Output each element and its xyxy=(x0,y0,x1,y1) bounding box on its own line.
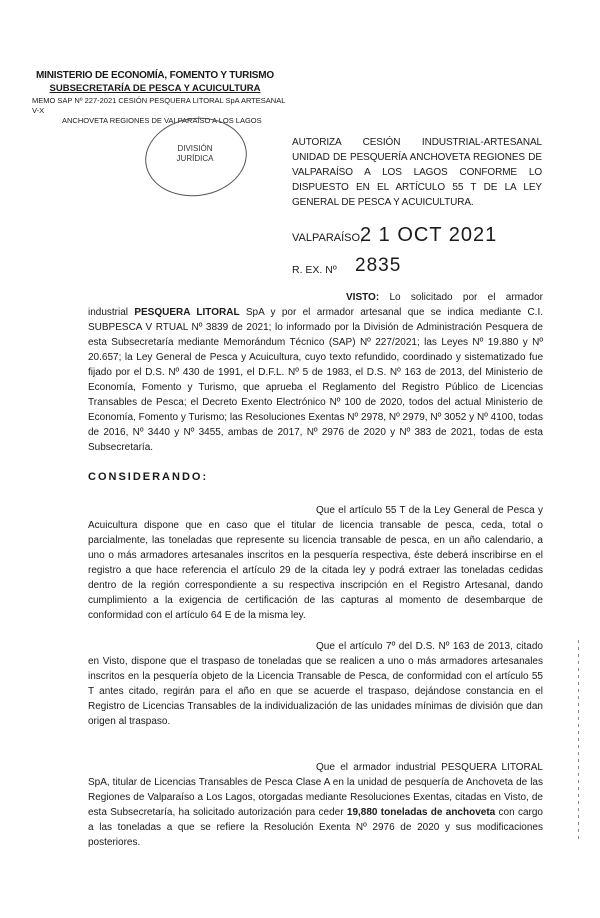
memo-line-1: MEMO SAP Nº 227-2021 CESIÓN PESQUERA LITORAL SpA ARTESANAL V-X xyxy=(32,96,286,115)
stamp-line-1: DIVISIÓN xyxy=(177,144,213,153)
considerando-paragraph-3 xyxy=(88,760,543,850)
ministry-name: MINISTERIO DE ECONOMÍA, FOMENTO Y TURISMO xyxy=(36,70,274,81)
visto-paragraph xyxy=(88,290,543,455)
visto-label: VISTO: xyxy=(346,292,380,303)
resolution-number: 2835 xyxy=(355,255,402,276)
stamp-text xyxy=(150,144,240,164)
stamp-line-2: JURÍDICA xyxy=(176,154,214,163)
resolution-label: R. EX. Nº xyxy=(292,264,337,276)
p3-text-b: con cargo a las toneladas a que se refiere la Resolución Exenta Nº 2976 de 2020 y sus modificaciones posteriores. xyxy=(88,807,543,848)
date-stamp: 2 1 OCT 2021 xyxy=(360,224,498,246)
resolution-title: AUTORIZA CESIÓN INDUSTRIAL-ARTESANAL UNIDAD DE PESQUERÍA ANCHOVETA REGIONES DE VALPARAÍSO A LOS LAGOS CONFORME LO DISPUESTO EN EL ARTÍCULO 55 T DE LA LEY GENERAL DE PESCA Y ACUICULTURA. xyxy=(292,137,542,208)
considerando-heading: CONSIDERANDO: xyxy=(88,471,209,483)
visto-text-b: SpA y por el armador artesanal que se indica mediante C.I. SUBPESCA V RTUAL Nº 3839 de 2021; lo informado por la División de Administración Pesquera de esta Subsecretaría mediante Memorándum Técnico (SAP) Nº 227/2021; las Leyes Nº 19.880 y Nº 20.657; la Ley General de Pesca y Acuicultura, cuyo texto refundido, coordinado y sistematizado fue fijado por el D.S. Nº 430 de 1991, el D.F.L. Nº 5 de 1983, el D.S. Nº 163 de 2013, del Ministerio de Economía, Fomento y Turismo, que aprueba el Reglamento del Registro Público de Licencias Transables de Pesca; el Decreto Exento Electrónico Nº 100 de 2020, todos del actual Ministerio de Economía, Fomento y Turismo; las Resoluciones Exentas Nº 2978, Nº 2979, Nº 3052 y Nº 4100, todas de 2016, Nº 3440 y Nº 3455, ambas de 2017, Nº 2976 de 2020 y Nº 383 de 2021, todas de esta Subsecretaría. xyxy=(88,307,543,453)
p3-text-a: Que el armador industrial PESQUERA LITORAL SpA, titular de Licencias Transables de Pesca Clase A en la unidad de pesquería de Anchoveta de las Regiones de Valparaíso a Los Lagos, otorgadas mediante Resoluciones Exentas, citadas en Visto, de esta Subsecretaría, ha solicitado autorización para ceder xyxy=(88,762,543,818)
considerando-paragraph-1 xyxy=(88,503,543,623)
margin-mark xyxy=(578,640,579,840)
memo-line-2: ANCHOVETA REGIONES DE VALPARAÍSO A LOS LAGOS xyxy=(62,116,262,125)
considerando-paragraph-2 xyxy=(88,639,543,729)
place: VALPARAÍSO, xyxy=(292,232,364,244)
visto-text-a: Lo solicitado por el armador industrial xyxy=(88,292,543,318)
visto-company: PESQUERA LITORAL xyxy=(134,307,240,318)
memo-reference xyxy=(32,96,292,126)
p1-text: Que el artículo 55 T de la Ley General de Pesca y Acuicultura dispone que en caso que el titular de licencia transable de pesca, ceda, total o parcialmente, las toneladas que represente su licencia transable de pesca, en un año calendario, a uno o más armadores artesanales inscritos en la pesquería respectiva, éste deberá inscribirse en el registro a que hace referencia el artículo 29 de la citada ley y podrá extraer las toneladas cedidas dentro de la región correspondiente a su respectiva inscripción en el Registro Artesanal, dando cumplimiento a la exigencia de certificación de las capturas al momento de desembarque de conformidad con el artículo 64 E de la misma ley. xyxy=(88,505,543,621)
p3-bold: 19,880 toneladas de anchoveta xyxy=(346,807,496,818)
subsecretaria-name: SUBSECRETARÍA DE PESCA Y ACUICULTURA xyxy=(49,83,261,94)
p2-text: Que el artículo 7º del D.S. Nº 163 de 2013, citado en Visto, dispone que el traspaso de toneladas que se realicen a uno o más armadores artesanales inscritos en la pesquería objeto de la Licencia Transable de Pesca, de conformidad con el artículo 55 T antes citado, regirán para el año en que se acuerde el traspaso, dejándose constancia en el Registro de Licencias Transables de la individualización de las unidades mínimas de división que dan origen al traspaso. xyxy=(88,641,543,727)
